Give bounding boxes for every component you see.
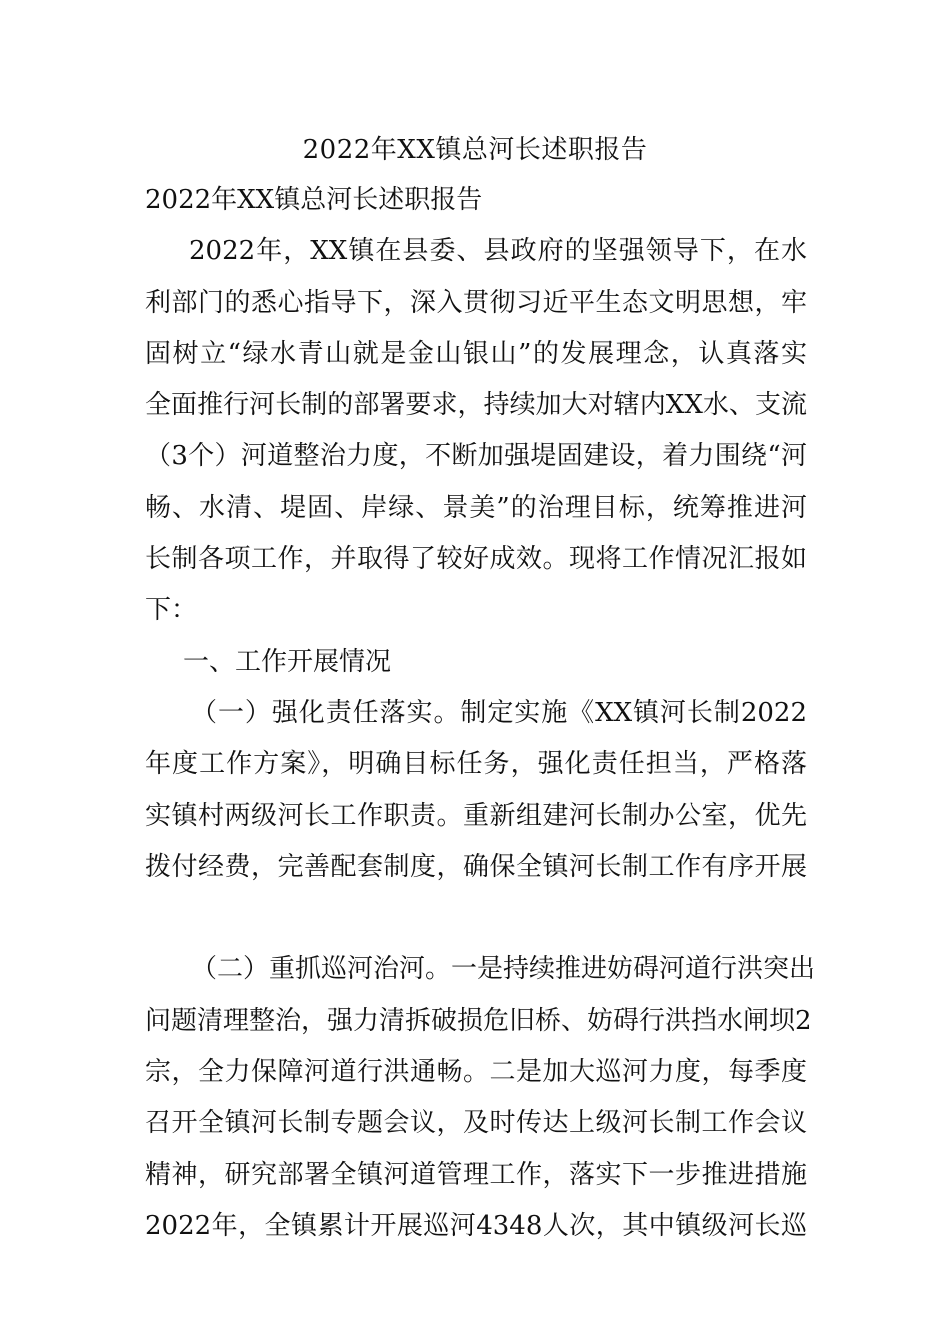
section-heading: 一、工作开展情况 (183, 646, 392, 677)
document-body (145, 180, 816, 1257)
intro-paragraph (145, 231, 807, 641)
paragraph-line: 拨付经费，完善配套制度，确保全镇河长制工作有序开展 (145, 851, 807, 882)
document-subtitle: 2022年XX镇总河长述职报告 (145, 185, 483, 215)
paragraph-line: 召开全镇河长制专题会议，及时传达上级河长制工作会议 (145, 1108, 807, 1139)
paragraph-line: （二）重抓巡河治河。一是持续推进妨碍河道行洪突出 (191, 954, 816, 985)
paragraph-line: 下： (145, 595, 198, 626)
paragraph-line: 固树立“绿水青山就是金山银山”的发展理念，认真落实 (145, 338, 807, 369)
paragraph-line: 实镇村两级河长工作职责。重新组建河长制办公室，优先 (145, 800, 807, 831)
paragraph-line: 利部门的悉心指导下，深入贯彻习近平生态文明思想，牢 (145, 287, 807, 318)
paragraph-line: 2022年，全镇累计开展巡河4348人次，其中镇级河长巡 (145, 1210, 807, 1241)
paragraph-line: 全面推行河长制的部署要求，持续加大对辖内XX水、支流 (145, 390, 807, 421)
paragraph-line: 畅、水清、堤固、岸绿、景美”的治理目标，统筹推进河 (145, 492, 807, 523)
paragraph-line: 2022年，XX镇在县委、县政府的坚强领导下，在水 (189, 236, 807, 267)
paragraph-line: 年度工作方案》，明确目标任务，强化责任担当，严格落 (145, 749, 807, 780)
paragraph-line: （3个）河道整治力度，不断加强堤固建设，着力围绕“河 (145, 441, 807, 472)
item-2-paragraph (145, 949, 816, 1257)
paragraph-line: 长制各项工作，并取得了较好成效。现将工作情况汇报如 (145, 544, 807, 575)
paragraph-line: 宗，全力保障河道行洪通畅。二是加大巡河力度，每季度 (145, 1057, 807, 1088)
paragraph-line: 问题清理整治，强力清拆破损危旧桥、妨碍行洪挡水闸坝2 (145, 1005, 812, 1036)
item-1-paragraph (145, 693, 807, 898)
paragraph-line: 精神，研究部署全镇河道管理工作，落实下一步推进措施 (145, 1159, 807, 1190)
blank-line (145, 898, 807, 949)
paragraph-line: （一）强化责任落实。制定实施《XX镇河长制2022 (191, 697, 807, 728)
document-title: 2022年XX镇总河长述职报告 (302, 135, 648, 165)
